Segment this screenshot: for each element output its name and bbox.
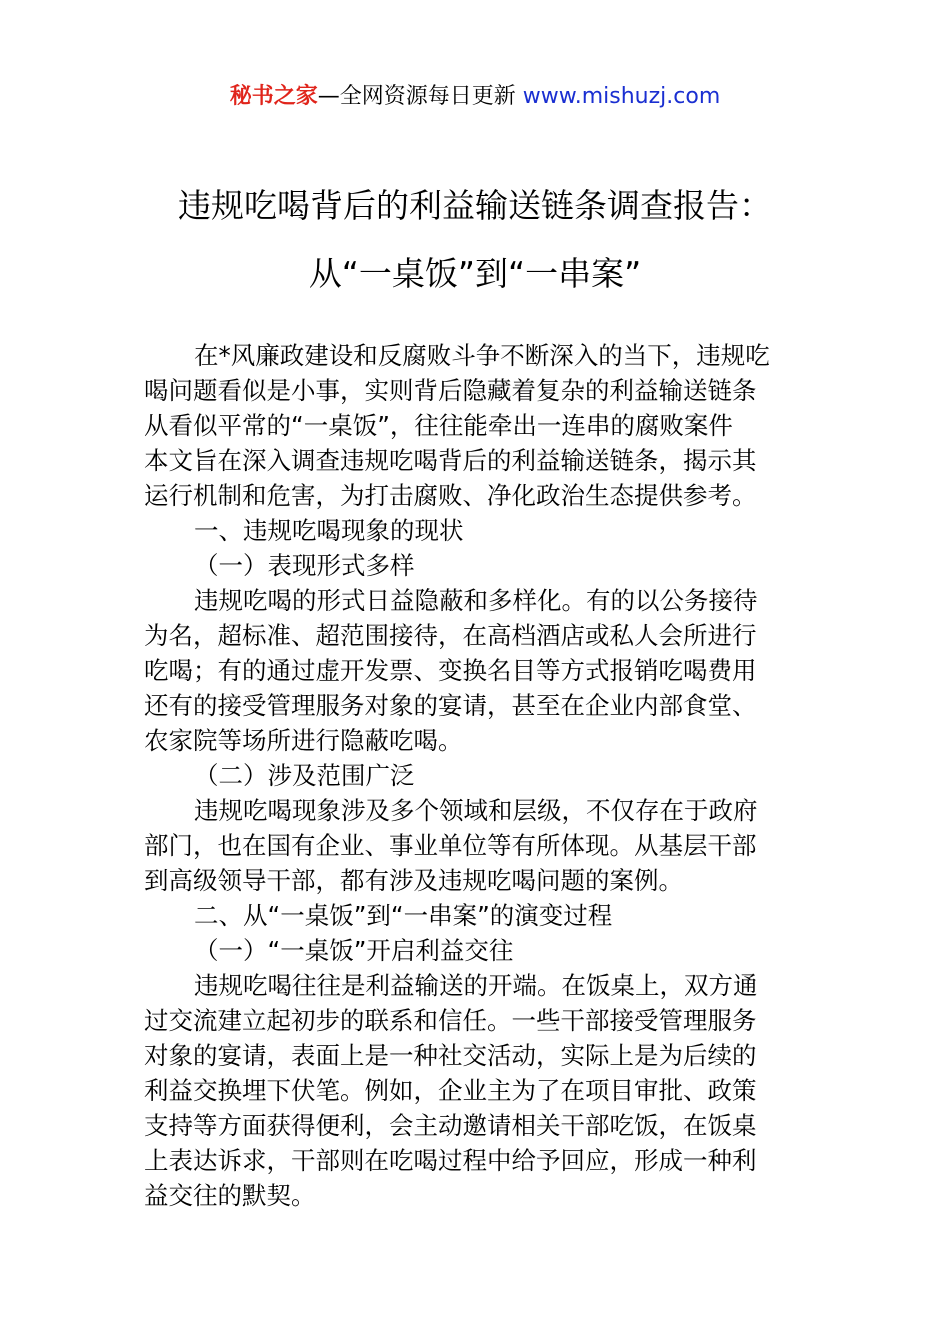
text-line: 对象的宴请，表面上是一种社交活动，实际上是为后续的 — [144, 1041, 757, 1070]
text-line: 喝问题看似是小事，实则背后隐藏着复杂的利益输送链条 — [144, 376, 757, 405]
text-line: 还有的接受管理服务对象的宴请，甚至在企业内部食堂、 — [144, 691, 757, 720]
subsection-heading: （一）“一桌饭”开启利益交往 — [194, 936, 514, 965]
text-line: 本文旨在深入调查违规吃喝背后的利益输送链条，揭示其 — [144, 446, 757, 475]
text-line: 吃喝；有的通过虚开发票、变换名目等方式报销吃喝费用 — [144, 656, 757, 685]
document-title-line-1: 违规吃喝背后的利益输送链条调查报告： — [178, 186, 772, 225]
text-line: 利益交换埋下伏笔。例如，企业主为了在项目审批、政策 — [144, 1076, 757, 1105]
text-line: 违规吃喝现象涉及多个领域和层级，不仅存在于政府 — [194, 796, 758, 825]
subsection-heading: （一）表现形式多样 — [194, 551, 415, 580]
section-heading: 二、从“一桌饭”到“一串案”的演变过程 — [194, 901, 613, 930]
text-line: 运行机制和危害，为打击腐败、净化政治生态提供参考。 — [144, 481, 757, 510]
text-line: 违规吃喝的形式日益隐蔽和多样化。有的以公务接待 — [194, 586, 758, 615]
document-body — [144, 338, 814, 1213]
banner-brand: 秘书之家 — [229, 84, 318, 109]
text-line: 在*风廉政建设和反腐败斗争不断深入的当下，违规吃 — [194, 341, 770, 370]
text-line: 部门，也在国有企业、事业单位等有所体现。从基层干部 — [144, 831, 757, 860]
text-line: 支持等方面获得便利，会主动邀请相关干部吃饭，在饭桌 — [144, 1111, 757, 1140]
document-title-line-2: 从“一桌饭”到“一串案” — [308, 254, 642, 293]
banner-url[interactable]: www.mishuzj.com — [522, 84, 721, 109]
text-line: 违规吃喝往往是利益输送的开端。在饭桌上，双方通 — [194, 971, 758, 1000]
site-banner — [0, 80, 950, 114]
text-line: 过交流建立起初步的联系和信任。一些干部接受管理服务 — [144, 1006, 757, 1035]
text-line: 从看似平常的“一桌饭”，往往能牵出一连串的腐败案件 — [144, 411, 733, 440]
text-line: 为名，超标准、超范围接待，在高档酒店或私人会所进行 — [144, 621, 757, 650]
text-line: 到高级领导干部，都有涉及违规吃喝问题的案例。 — [144, 866, 683, 895]
text-line: 益交往的默契。 — [144, 1181, 316, 1210]
subsection-heading: （二）涉及范围广泛 — [194, 761, 415, 790]
text-line: 农家院等场所进行隐蔽吃喝。 — [144, 726, 463, 755]
section-heading: 一、违规吃喝现象的现状 — [194, 516, 464, 545]
text-line: 上表达诉求，干部则在吃喝过程中给予回应，形成一种利 — [144, 1146, 757, 1175]
banner-slogan: —全网资源每日更新 — [317, 84, 523, 109]
